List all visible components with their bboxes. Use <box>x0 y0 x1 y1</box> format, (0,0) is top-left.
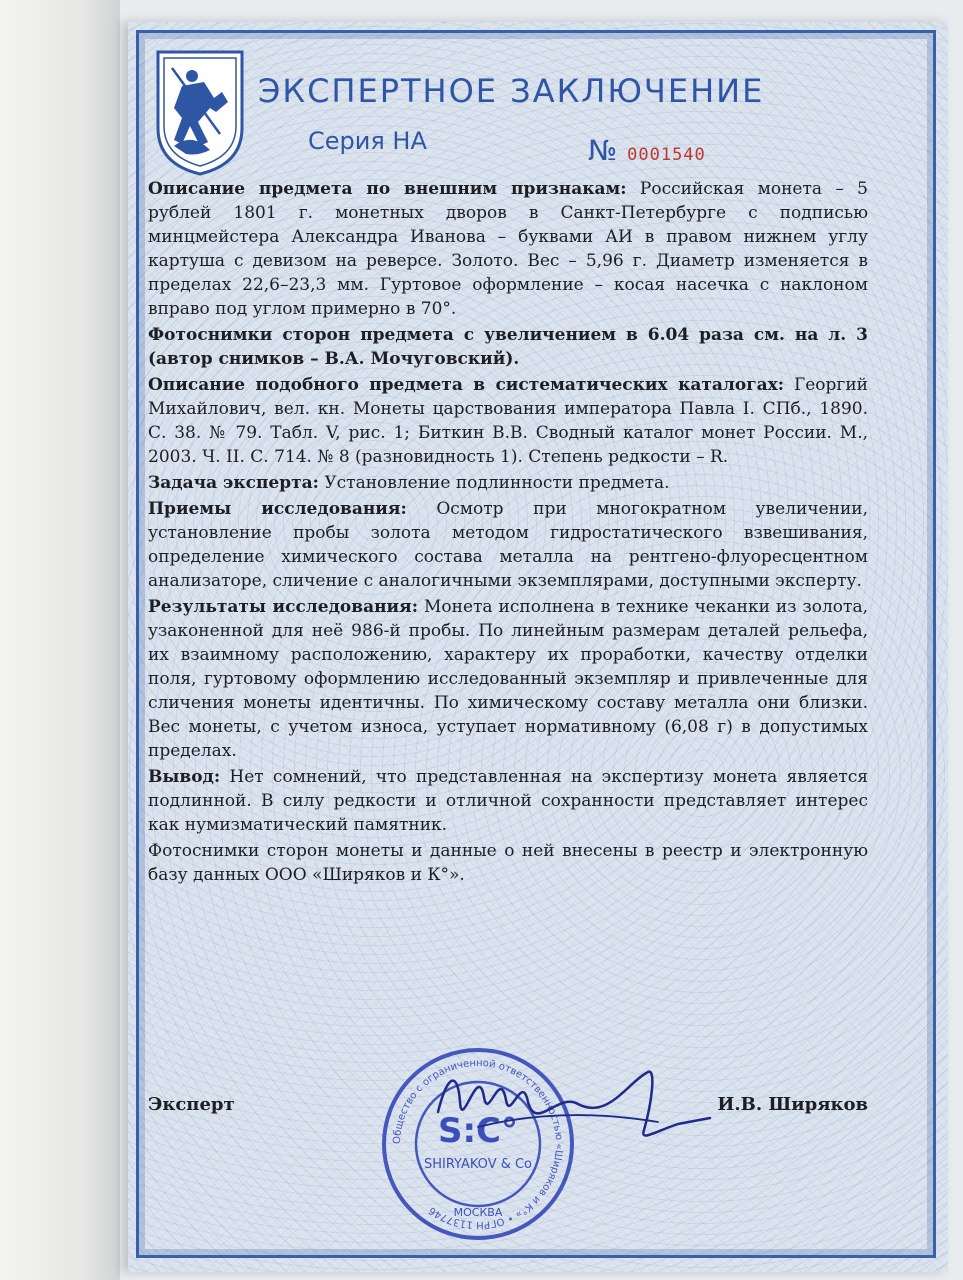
description-label: Описание предмета по внешним признакам: <box>148 179 627 199</box>
catalogs-text: Георгий Михайлович, вел. кн. Монеты царствования императора Павла I. СПб., 1890. С. 38. № 79. Табл. V, рис. 1; Биткин В.В. Сводный каталог монет России. М., 2003. Ч. II. С. 714. № 8 (разновидность 1). Степень редкости – R. <box>148 375 868 467</box>
expert-label: Эксперт <box>148 1094 235 1115</box>
seal-brand: SHIRYAKOV & Co <box>423 1157 533 1172</box>
conclusion-label: Вывод: <box>148 767 221 787</box>
seal-city: МОСКВА <box>453 1206 503 1219</box>
number-sign: № <box>588 134 618 167</box>
registry-note: Фотоснимки сторон монеты и данные о ней внесены в реестр и электронную базу данных ООО «Ширяков и К°». <box>148 841 868 885</box>
certificate-sheet <box>128 22 948 1272</box>
methods-label: Приемы исследования: <box>148 499 407 519</box>
number-value: 0001540 <box>627 145 706 165</box>
photos-label: Фотоснимки сторон предмета с увеличением в 6.04 раза см. на л. 3 (автор снимков – В.А. Мочуговский). <box>148 325 868 369</box>
section-task <box>148 471 868 495</box>
expert-name: И.В. Ширяков <box>717 1094 868 1115</box>
section-photos <box>148 323 868 371</box>
section-catalogs <box>148 373 868 469</box>
section-methods <box>148 497 868 593</box>
section-results <box>148 595 868 763</box>
description-text: Российская монета – 5 рублей 1801 г. монетных дворов в Санкт-Петербурге с подписью минцмейстера Александра Иванова – буквами АИ в правом нижнем углу картуша с девизом на реверсе. Золото. Вес – 5,96 г. Диаметр изменяется в пределах 22,6–23,3 мм. Гуртовое оформление – косая насечка с наклоном вправо под углом примерно в 70°. <box>148 179 868 319</box>
certificate-body <box>148 177 868 889</box>
task-label: Задача эксперта: <box>148 473 319 493</box>
document-number <box>588 134 706 167</box>
series-label: Серия НА <box>308 127 427 155</box>
methods-text: Осмотр при многократном увеличении, установление пробы золота методом гидростатического взвешивания, определение химического состава металла на рентгено-флуоресцентном анализаторе, сличение с аналогичными экземплярами, доступными эксперту. <box>148 499 869 591</box>
section-conclusion <box>148 765 868 837</box>
moscow-coat-of-arms-icon <box>152 46 248 178</box>
task-text: Установление подлинности предмета. <box>324 473 670 493</box>
handwritten-signature <box>418 1042 718 1152</box>
results-label: Результаты исследования: <box>148 597 418 617</box>
catalogs-label: Описание подобного предмета в систематических каталогах: <box>148 375 785 395</box>
seal-center-mark: S:C° <box>437 1111 519 1151</box>
page-fold <box>0 0 120 1280</box>
results-text: Монета исполнена в технике чеканки из золота, узаконенной для неё 986-й пробы. По линейным размерам деталей рельефа, их взаимному расположению, характеру их проработки, качеству отделки поля, гуртовому оформлению исследованный экземпляр и привлеченные для сличения монеты идентичны. По химическому составу металла они близки. Вес монеты, с учетом износа, уступает нормативному (6,08 г) в допустимых пределах. <box>148 597 868 761</box>
seal-ring-text: Общество с ограниченной ответственностью «Ширяков и К°» • ОГРН 1137746 <box>391 1057 565 1231</box>
conclusion-text: Нет сомнений, что представленная на экспертизу монета является подлинной. В силу редкости и отличной сохранности представляет интерес как нумизматический памятник. <box>148 767 868 835</box>
section-description <box>148 177 868 321</box>
document-title: ЭКСПЕРТНОЕ ЗАКЛЮЧЕНИЕ <box>258 72 765 110</box>
